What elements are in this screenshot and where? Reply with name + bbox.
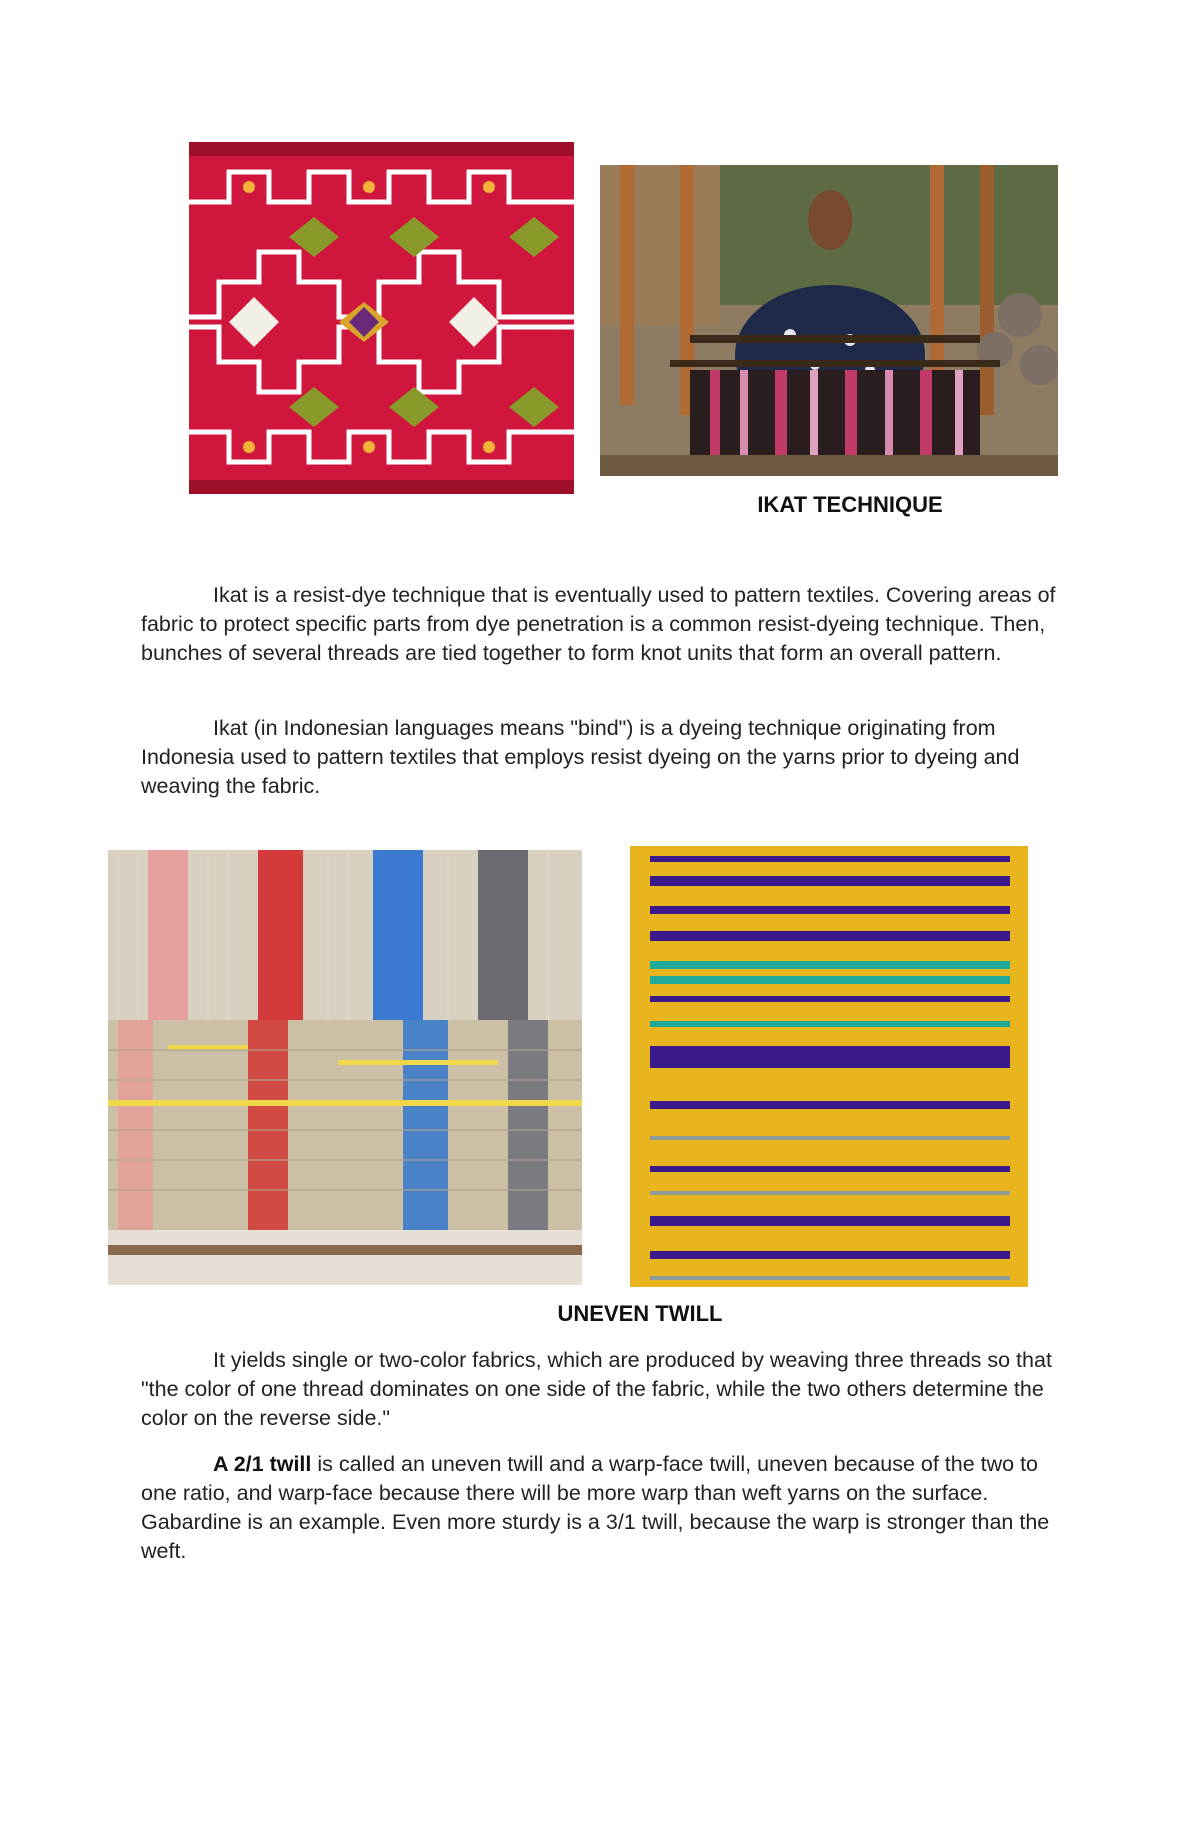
twill-bold-term: A 2/1 twill: [213, 1452, 312, 1476]
ikat-paragraph-1: Ikat is a resist-dye technique that is eventually used to pattern textiles. Covering areas of fabric to protect specific parts from dye penetration is a common resist-dyeing technique. Then, bunches of several threads are tied together to form knot units that form an overall pattern.: [141, 583, 1056, 665]
twill-loom-image: [108, 850, 582, 1285]
twill-paragraph-2-text: is called an uneven twill and a warp-face twill, uneven because of the two to one ratio, and warp-face because there will be more warp than weft yarns on the surface. Gabardine is an example. Even more sturdy is a 3/1 twill, because the warp is stronger than the weft.: [141, 1452, 1050, 1563]
ikat-paragraph-2: Ikat (in Indonesian languages means "bind") is a dyeing technique originating from Indonesia used to pattern textiles that employs resist dyeing on the yarns prior to dyeing and weaving the fabric.: [141, 716, 1020, 798]
twill-runner-image: [630, 846, 1028, 1287]
ikat-textile-image: [189, 142, 574, 494]
twill-caption: UNEVEN TWILL: [557, 1301, 723, 1326]
ikat-caption: IKAT TECHNIQUE: [757, 492, 943, 517]
twill-paragraph-2: [141, 1450, 1061, 1566]
twill-paragraph-1: It yields single or two-color fabrics, which are produced by weaving three threads so that "the color of one thread dominates on one side of the fabric, while the two others determine the color on the reverse side.": [141, 1348, 1052, 1430]
ikat-weaver-image: [600, 165, 1058, 476]
